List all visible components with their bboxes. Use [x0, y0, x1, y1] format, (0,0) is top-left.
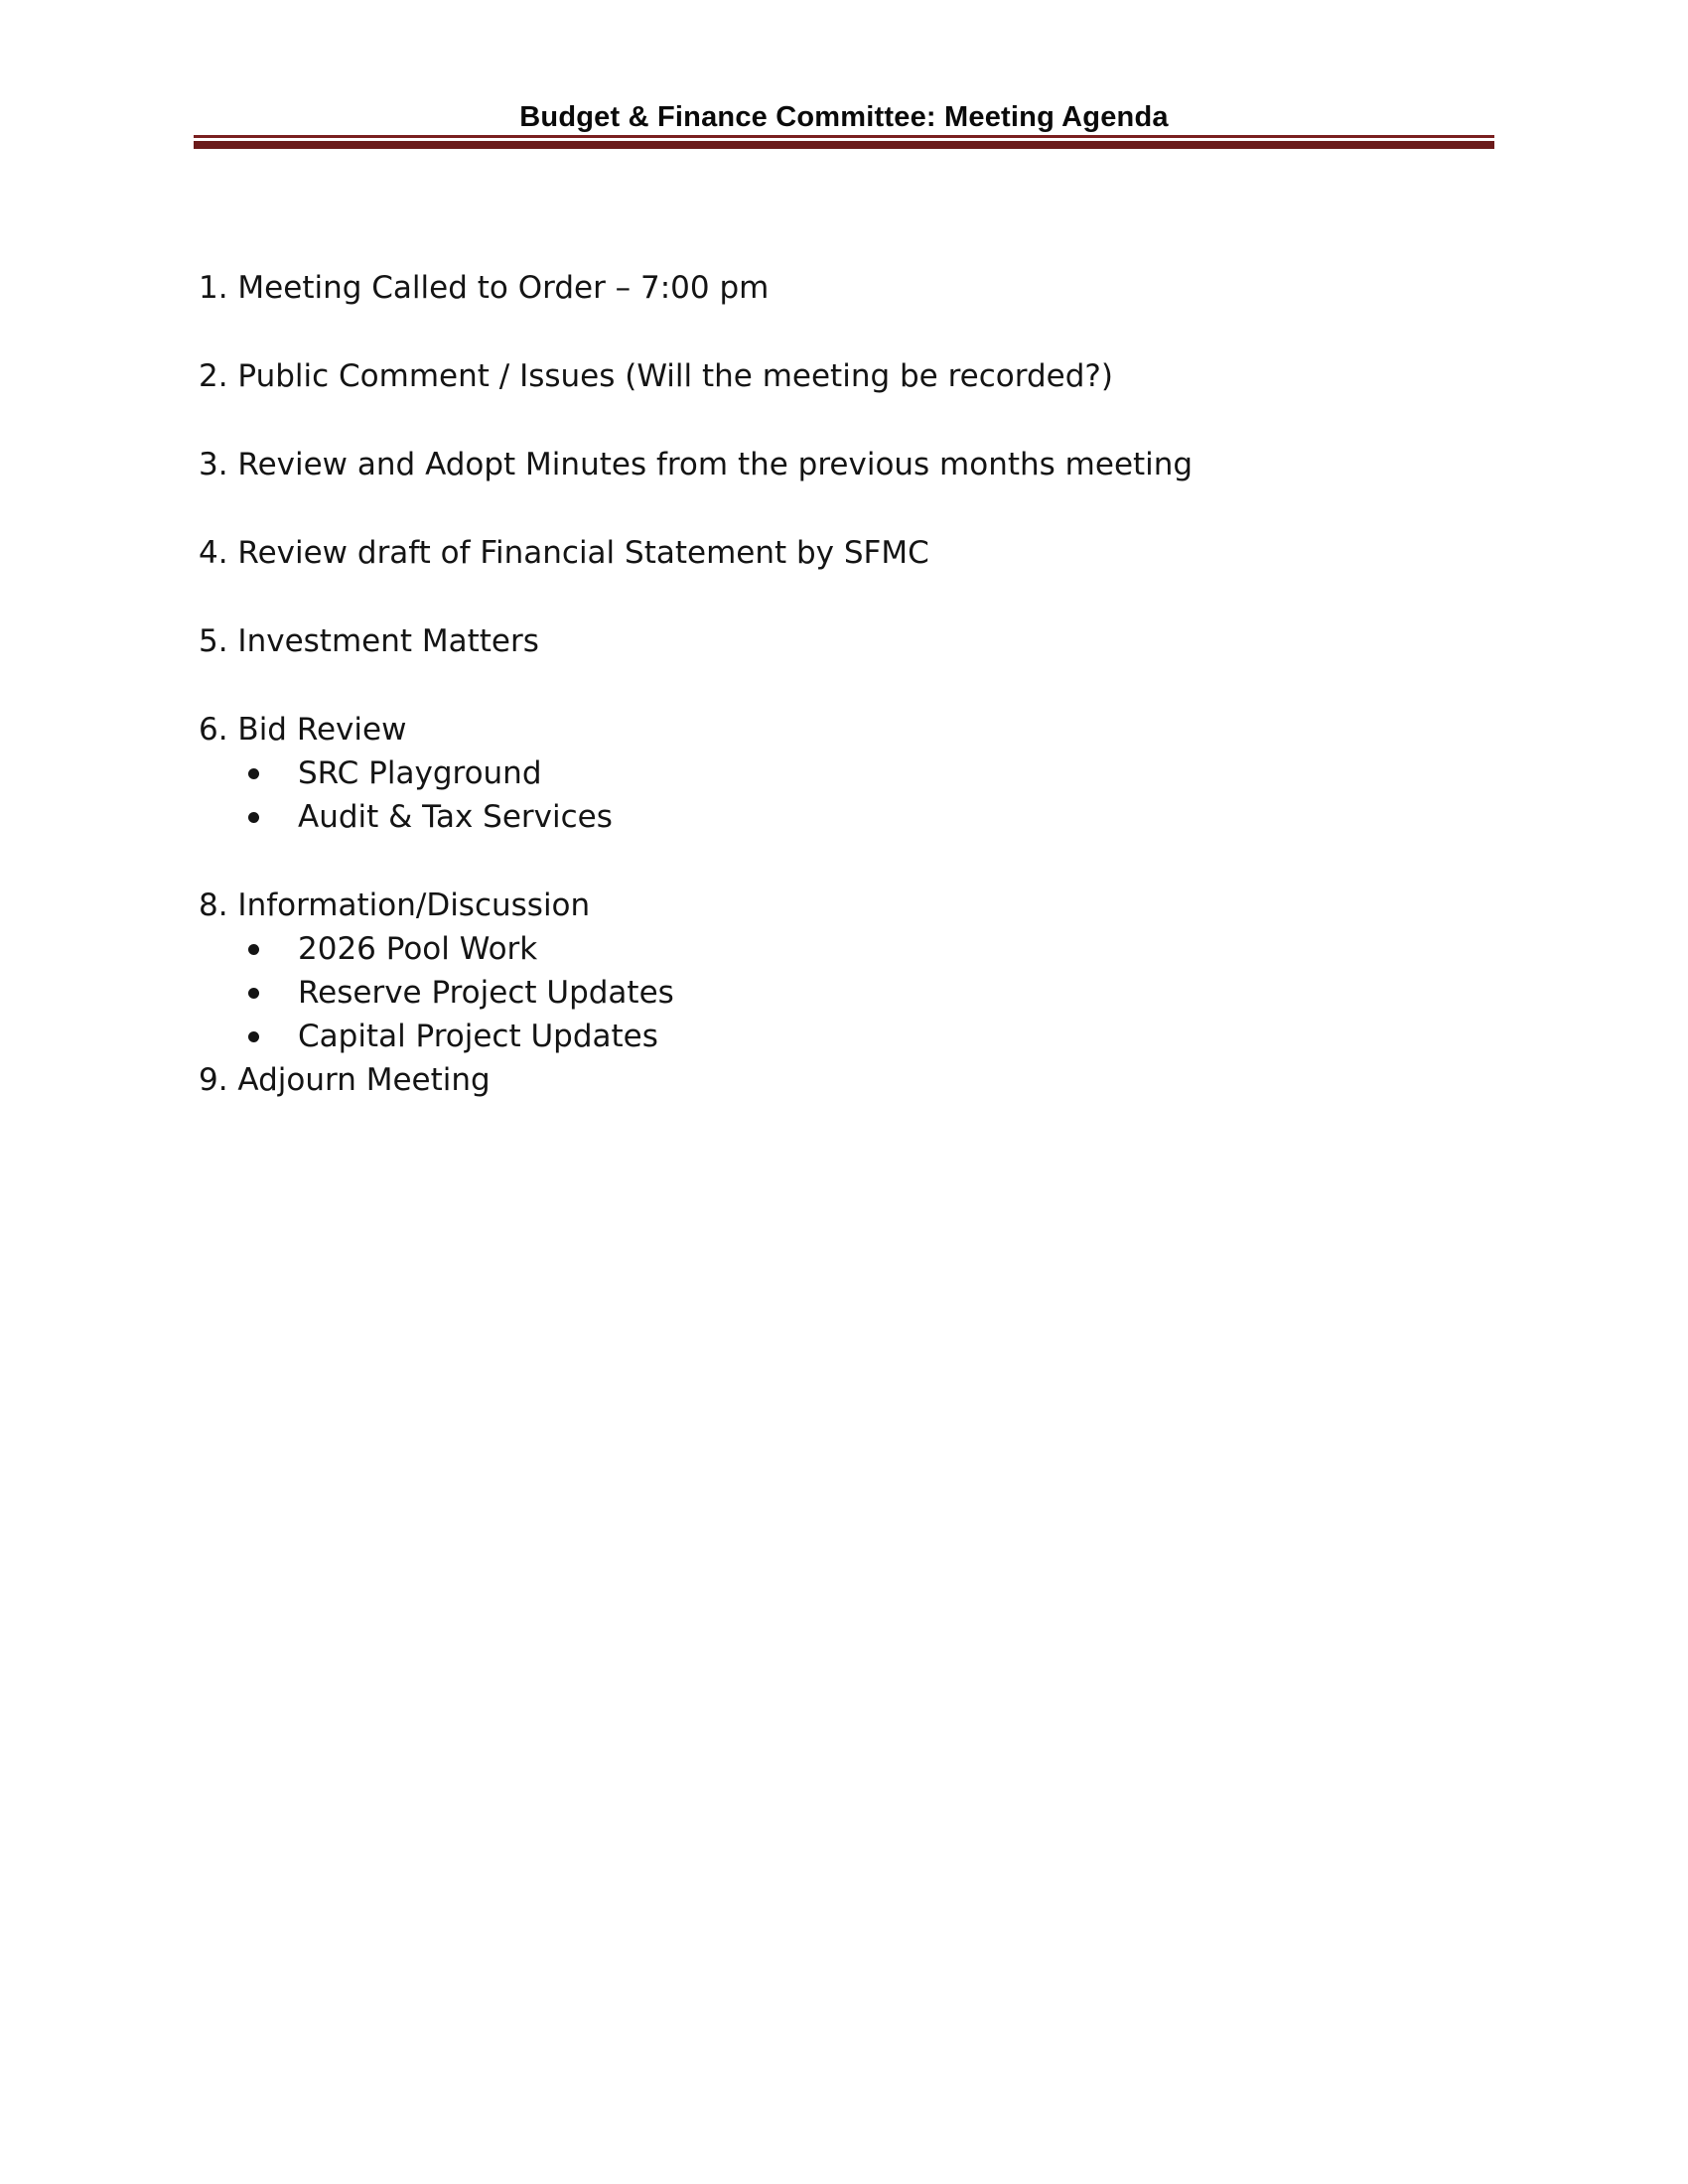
agenda-item-2: 2. Public Comment / Issues (Will the meeting be recorded?)	[199, 358, 1113, 394]
agenda-item-6: 6. Bid Review	[199, 712, 407, 748]
bullet-icon	[248, 812, 259, 823]
agenda-subitem-label: 2026 Pool Work	[298, 931, 538, 967]
agenda-item-8: 8. Information/Discussion	[199, 887, 591, 923]
bullet-icon	[248, 768, 259, 779]
bullet-icon	[248, 944, 259, 955]
agenda-subitem	[199, 795, 1489, 839]
agenda-item-1: 1. Meeting Called to Order – 7:00 pm	[199, 270, 770, 306]
agenda-list	[199, 266, 1489, 1102]
bullet-icon	[248, 1031, 259, 1042]
agenda-item-4: 4. Review draft of Financial Statement by SFMC	[199, 535, 929, 571]
agenda-item-5: 5. Investment Matters	[199, 623, 539, 659]
agenda-subitem	[199, 971, 1489, 1015]
header-rule-thick	[194, 141, 1494, 149]
agenda-subitem	[199, 1015, 1489, 1058]
bullet-icon	[248, 988, 259, 999]
agenda-item-3: 3. Review and Adopt Minutes from the previous months meeting	[199, 447, 1194, 482]
agenda-item-9: 9. Adjourn Meeting	[199, 1062, 491, 1098]
page-header	[194, 99, 1494, 149]
page-title: Budget & Finance Committee: Meeting Agenda	[519, 101, 1169, 133]
agenda-subitem	[199, 751, 1489, 795]
agenda-subitem	[199, 927, 1489, 971]
agenda-subitem-label: Capital Project Updates	[298, 1019, 658, 1054]
header-rule-thin	[194, 135, 1494, 138]
agenda-subitem-label: Audit & Tax Services	[298, 799, 613, 835]
agenda-subitem-label: Reserve Project Updates	[298, 975, 674, 1011]
agenda-subitem-label: SRC Playground	[298, 755, 542, 791]
